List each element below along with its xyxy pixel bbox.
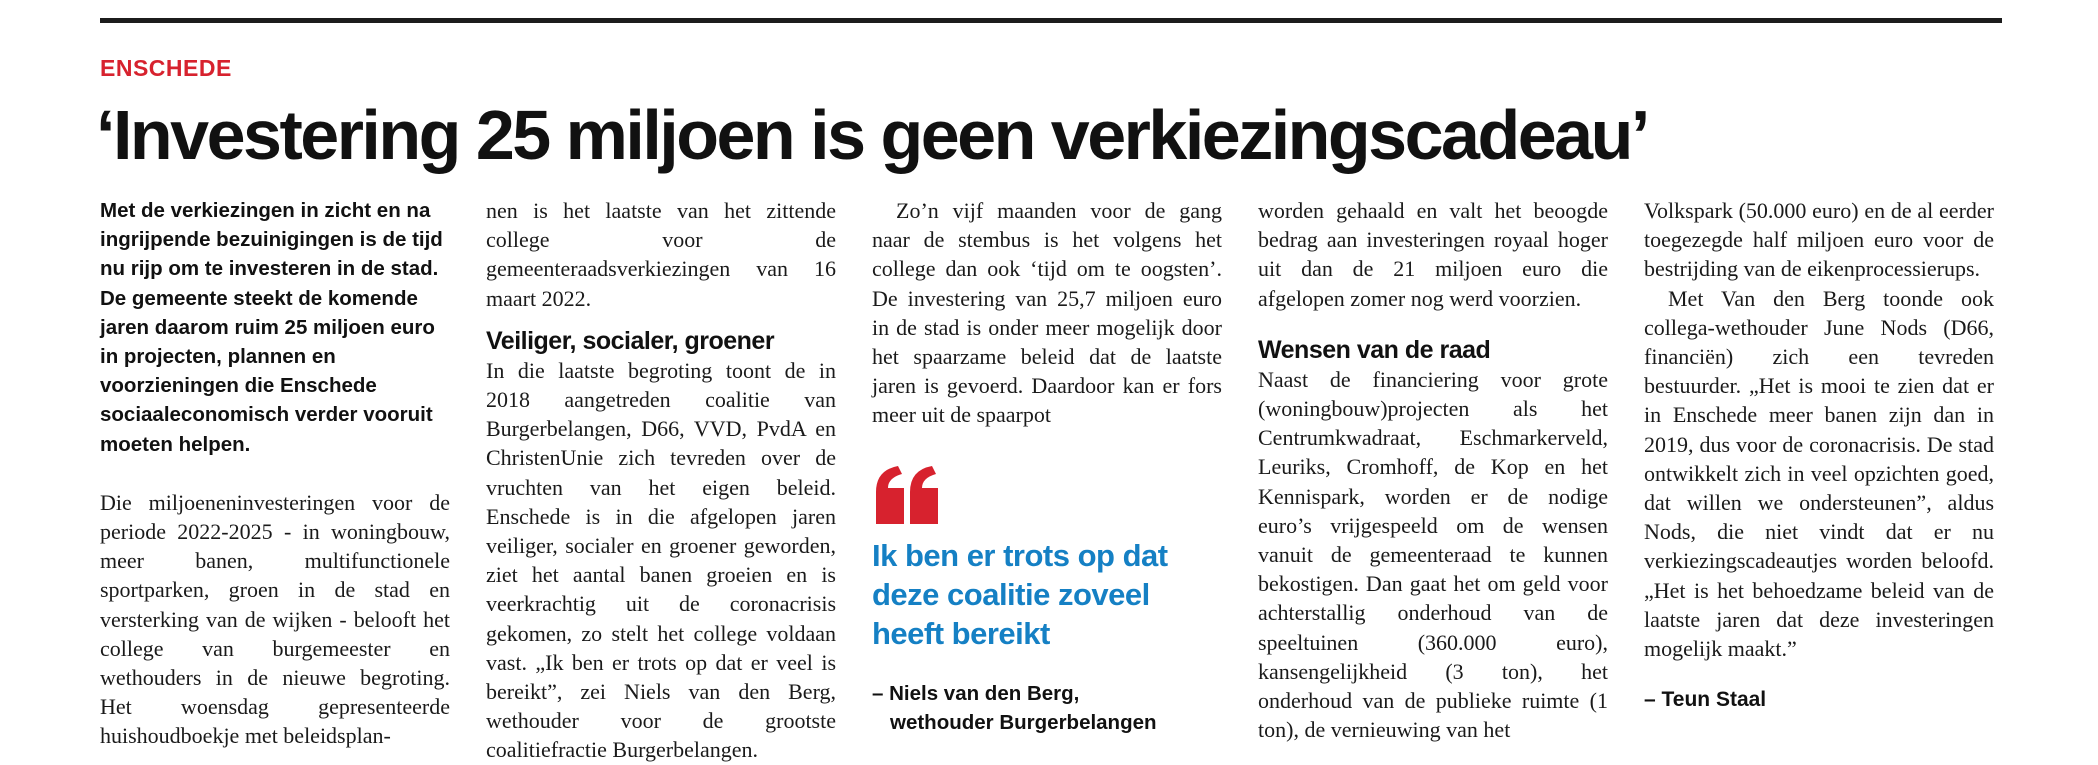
- column-3: [872, 196, 1222, 737]
- body-paragraph: Die miljoeneninvesteringen voor de periode 2022-2025 - in woningbouw, meer banen, multifunctionele sportparken, groen in de stad en versterking van de wijken - belooft het college van burgemeester en wethouders in de nieuwe begroting. Het woensdag gepresenteerde huishoudboekje met beleidsplan-: [100, 489, 450, 749]
- quote-text: Ik ben er trots op dat deze coalitie zoveel heeft bereikt: [872, 537, 1168, 651]
- body-paragraph: worden gehaald en valt het beoogde bedrag aan investeringen royaal hoger uit dan de 21 miljoen euro die afgelopen zomer nog werd voorzien.: [1258, 198, 1608, 311]
- pull-quote: [872, 466, 1222, 737]
- quote-attribution-name: – Niels van den Berg,: [872, 681, 1080, 705]
- lede: Met de verkiezingen in zicht en na ingrijpende bezuinigingen is de tijd nu rijp om te investeren in de stad. De gemeente steekt de komende jaren daarom ruim 25 miljoen euro in projecten, plannen en voorzieningen die Enschede sociaaleconomisch verder vooruit moeten helpen.: [100, 199, 443, 456]
- body-paragraph: In die laatste begroting toont de in 2018 aangetreden coalitie van Burgerbelangen, D66, VVD, PvdA en ChristenUnie zich tevreden over de vruchten van het eigen beleid. Enschede is in die afgelopen jaren veiliger, socialer en groener geworden, ziet het aantal banen groeien en is veerkrachtig uit de coronacrisis gekomen, zo stelt het college voldaan vast. „Ik ben er trots op dat er veel is bereikt”, zei Niels van den Berg, wethouder voor de grootste coalitiefractie Burgerbelangen.: [486, 357, 836, 763]
- headline: ‘Investering 25 miljoen is geen verkiezingscadeau’: [96, 96, 1648, 174]
- quote-attribution-role: wethouder Burgerbelangen: [890, 710, 1157, 734]
- body-paragraph: Zo’n vijf maanden voor de gang naar de stembus is het volgens het college dan ook ‘tijd om te oogsten’. De investering van 25,7 miljoen euro in de stad is onder meer mogelijk door het spaarzame beleid dat de laatste jaren is gevoerd. Daardoor kan er fors meer uit de spaarpot: [872, 198, 1222, 428]
- quote-mark-icon: [872, 466, 942, 524]
- subheading: Wensen van de raad: [1258, 335, 1491, 364]
- column-1: [100, 196, 450, 751]
- column-4: [1258, 196, 1608, 744]
- body-paragraph: nen is het laatste van het zittende college voor de gemeenteraadsverkiezingen van 16 maart 2022.: [486, 198, 836, 311]
- subheading: Veiliger, socialer, groener: [486, 326, 775, 355]
- top-rule: [100, 18, 2002, 23]
- body-paragraph: Naast de financiering voor grote (woningbouw)projecten als het Centrumkwadraat, Eschmarkerveld, Leuriks, Cromhoff, de Kop en het Kennispark, worden er de nodige euro’s vrijgespeeld om de wensen vanuit de gemeenteraad te kunnen bekostigen. Dan gaat het om geld voor achterstallig onderhoud van de speeltuinen (360.000 euro), kansengelijkheid (3 ton), het onderhoud van de publieke ruimte (1 ton), de vernieuwing van het: [1258, 366, 1608, 743]
- body-paragraph: Met Van den Berg toonde ook collega-wethouder June Nods (D66, financiën) zich een tevreden bestuurder. „Het is mooi te zien dat er in Enschede meer banen zijn dan in 2019, dus voor de coronacrisis. De stad ontwikkelt zich in veel opzichten goed, dat willen we ondersteunen”, aldus Nods, die niet vindt dat er nu verkiezingscadeautjes worden beloofd. „Het is het behoedzame beleid van de laatste jaren dat deze investeringen mogelijk maakt.”: [1644, 285, 1994, 662]
- body-paragraph: Volkspark (50.000 euro) en de al eerder toegezegde half miljoen euro voor de bestrijding van de eikenprocessierups.: [1644, 198, 1994, 282]
- column-5: [1644, 196, 1994, 714]
- column-2: [486, 196, 836, 765]
- section-label: ENSCHEDE: [100, 55, 232, 81]
- byline: – Teun Staal: [1644, 688, 1767, 712]
